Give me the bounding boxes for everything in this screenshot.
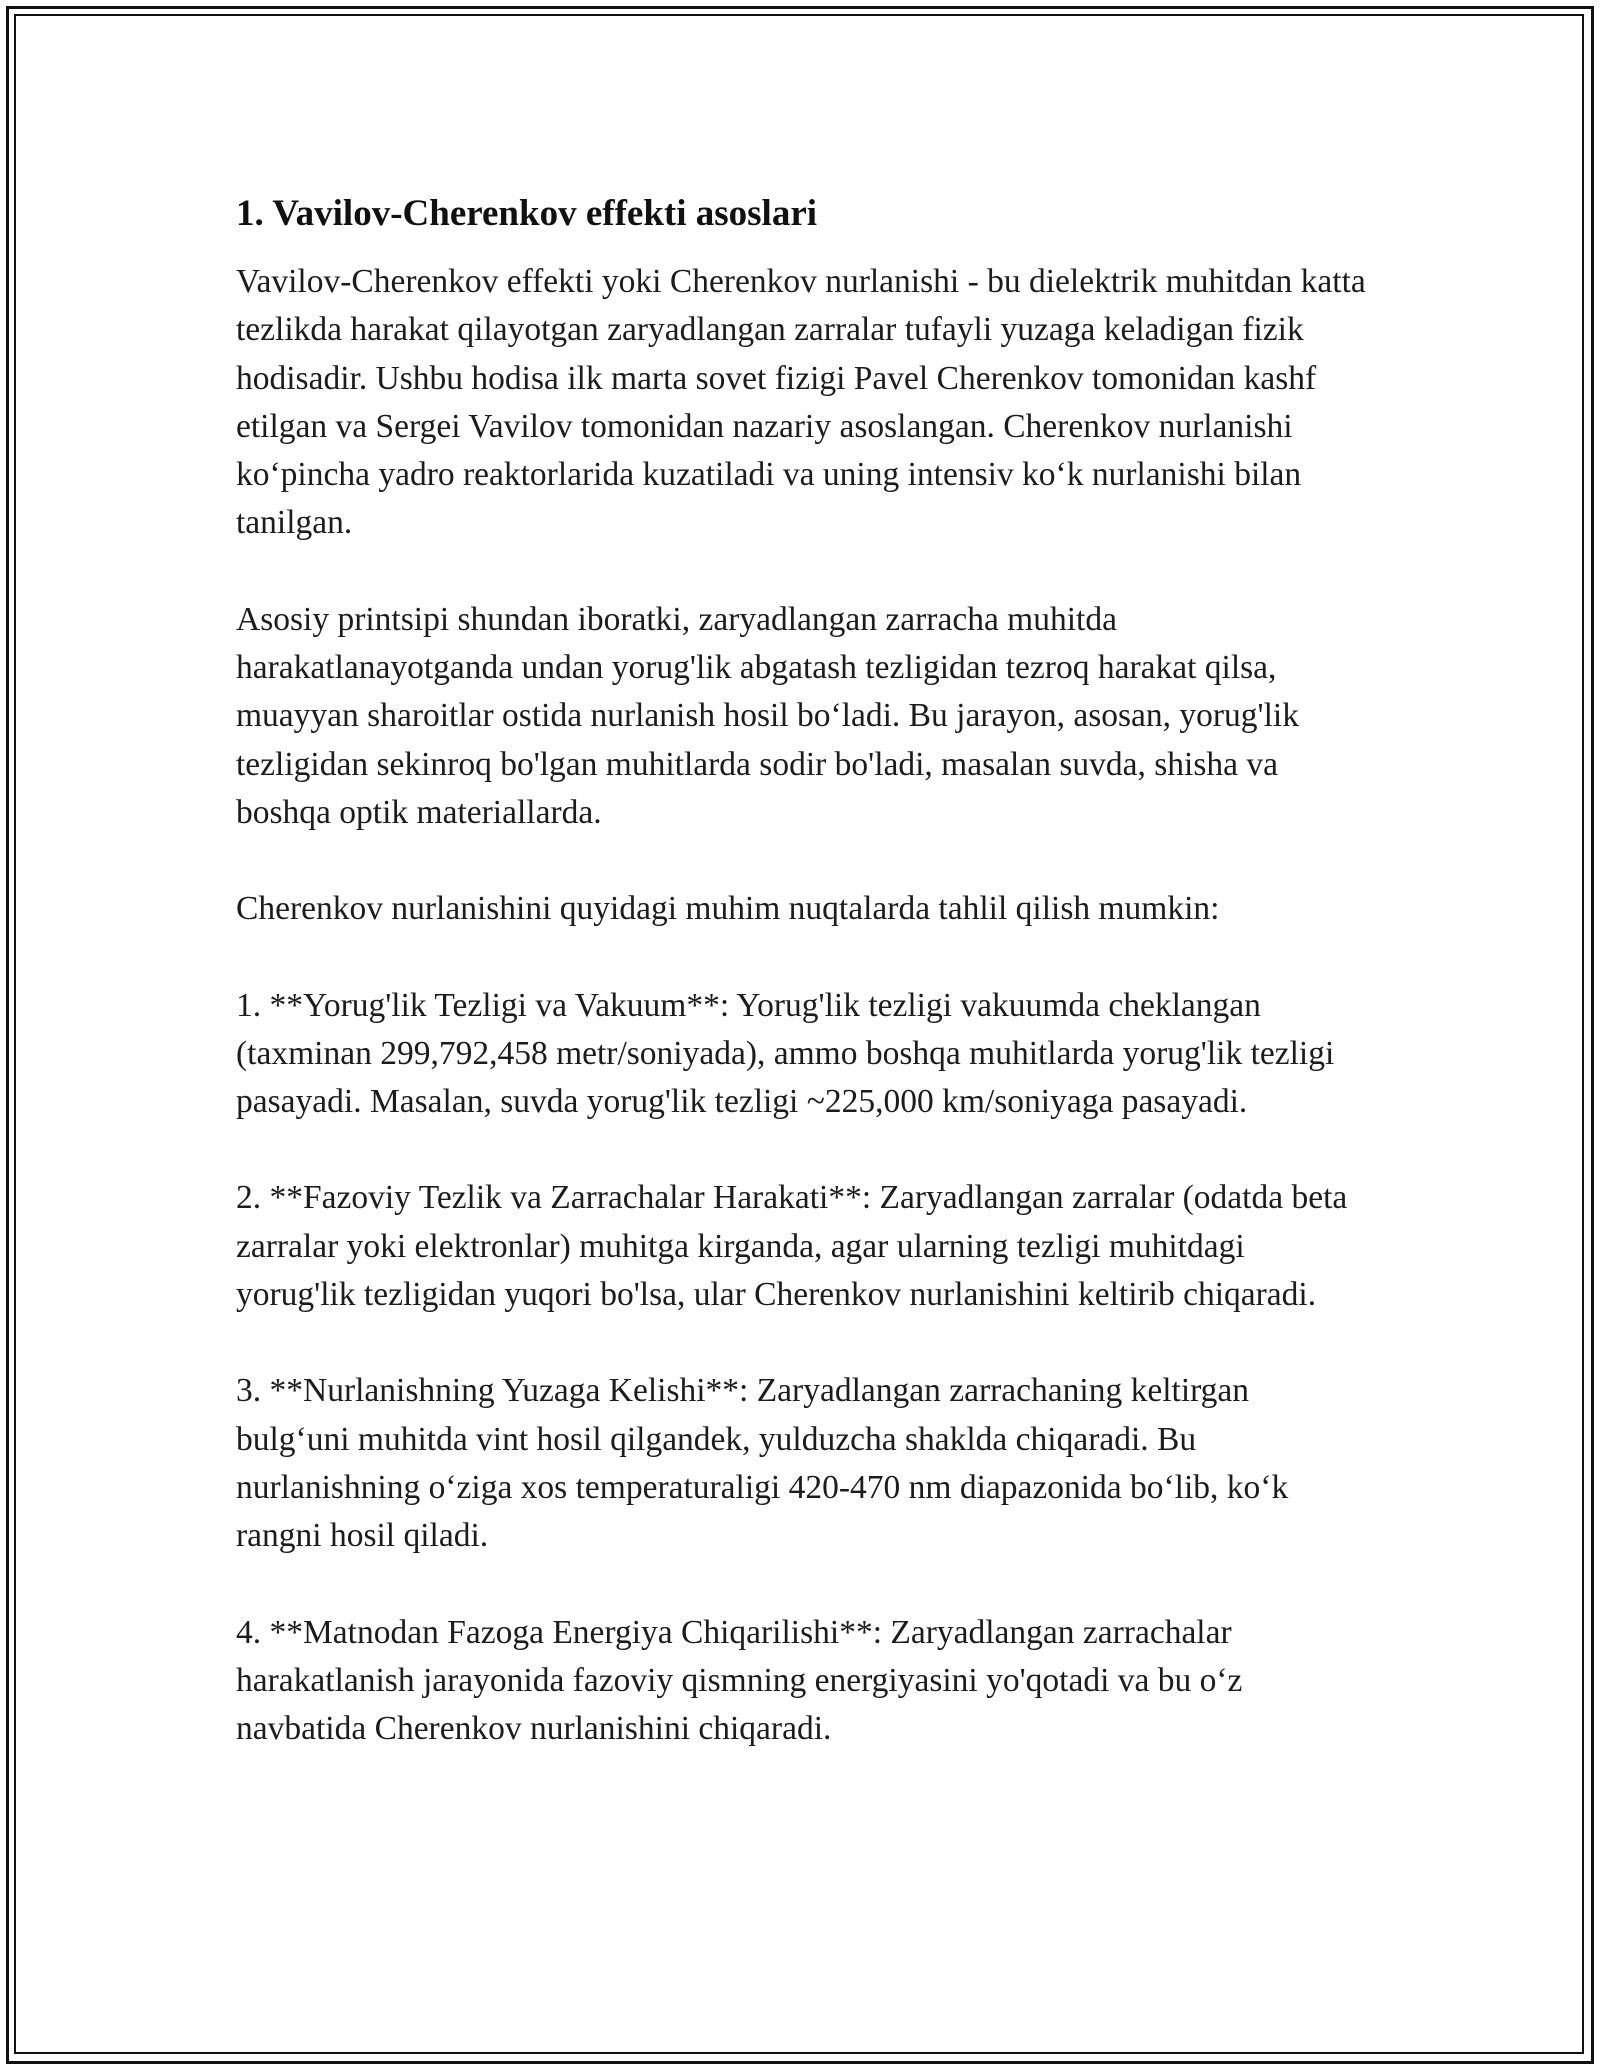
principle-paragraph: Asosiy printsipi shundan iboratki, zaryadlangan zarracha muhitda harakatlanayotganda undan yorug'lik abgatash tezligidan tezroq harakat qilsa, muayyan sharoitlar ostida nurlanish hosil bo‘ladi. Bu jarayon, asosan, yorug'lik tezligidan sekinroq bo'lgan muhitlarda sodir bo'ladi, masalan suvda, shisha va boshqa optik materiallarda.: [236, 600, 1299, 831]
list-item-1: 1. **Yorug'lik Tezligi va Vakuum**: Yorug'lik tezligi vakuumda cheklangan (taxminan 299,792,458 metr/soniyada), ammo boshqa muhitlarda yorug'lik tezligi pasayadi. Masalan, suvda yorug'lik tezligi ~225,000 km/soniyaga pasayadi.: [236, 986, 1335, 1121]
list-item-3: 3. **Nurlanishning Yuzaga Kelishi**: Zaryadlangan zarrachaning keltirgan bulg‘uni muhitda vint hosil qilgandek, yulduzcha shaklda chiqaradi. Bu nurlanishning o‘ziga xos temperaturaligi 420-470 nm diapazonida bo‘lib, ko‘k rangni hosil qiladi.: [236, 1372, 1289, 1555]
list-item-2: 2. **Fazoviy Tezlik va Zarrachalar Harakati**: Zaryadlangan zarralar (odatda beta zarralar yoki elektronlar) muhitga kirganda, agar ularning tezligi muhitdagi yorug'lik tezligidan yuqori bo'lsa, ular Cherenkov nurlanishini keltirib chiqaradi.: [236, 1179, 1348, 1314]
intro-paragraph: Vavilov-Cherenkov effekti yoki Cherenkov nurlanishi - bu dielektrik muhitdan katta tezlikda harakat qilayotgan zaryadlangan zarralar tufayli yuzaga keladigan fizik hodisadir. Ushbu hodisa ilk marta sovet fizigi Pavel Cherenkov tomonidan kashf etilgan va Sergei Vavilov tomonidan nazariy asoslangan. Cherenkov nurlanishi ko‘pincha yadro reaktorlarida kuzatiladi va uning intensiv ko‘k nurlanishi bilan tanilgan.: [236, 263, 1366, 542]
section-heading: 1. Vavilov-Cherenkov effekti asoslari: [236, 193, 818, 234]
list-item-4: 4. **Matnodan Fazoga Energiya Chiqarilishi**: Zaryadlangan zarrachalar harakatlanish jarayonida fazoviy qismning energiyasini yo'qotadi va bu o‘z navbatida Cherenkov nurlanishini chiqaradi.: [236, 1613, 1243, 1748]
document-body: [236, 186, 1366, 1801]
analysis-intro-paragraph: Cherenkov nurlanishini quyidagi muhim nuqtalarda tahlil qilish mumkin:: [236, 890, 1220, 928]
